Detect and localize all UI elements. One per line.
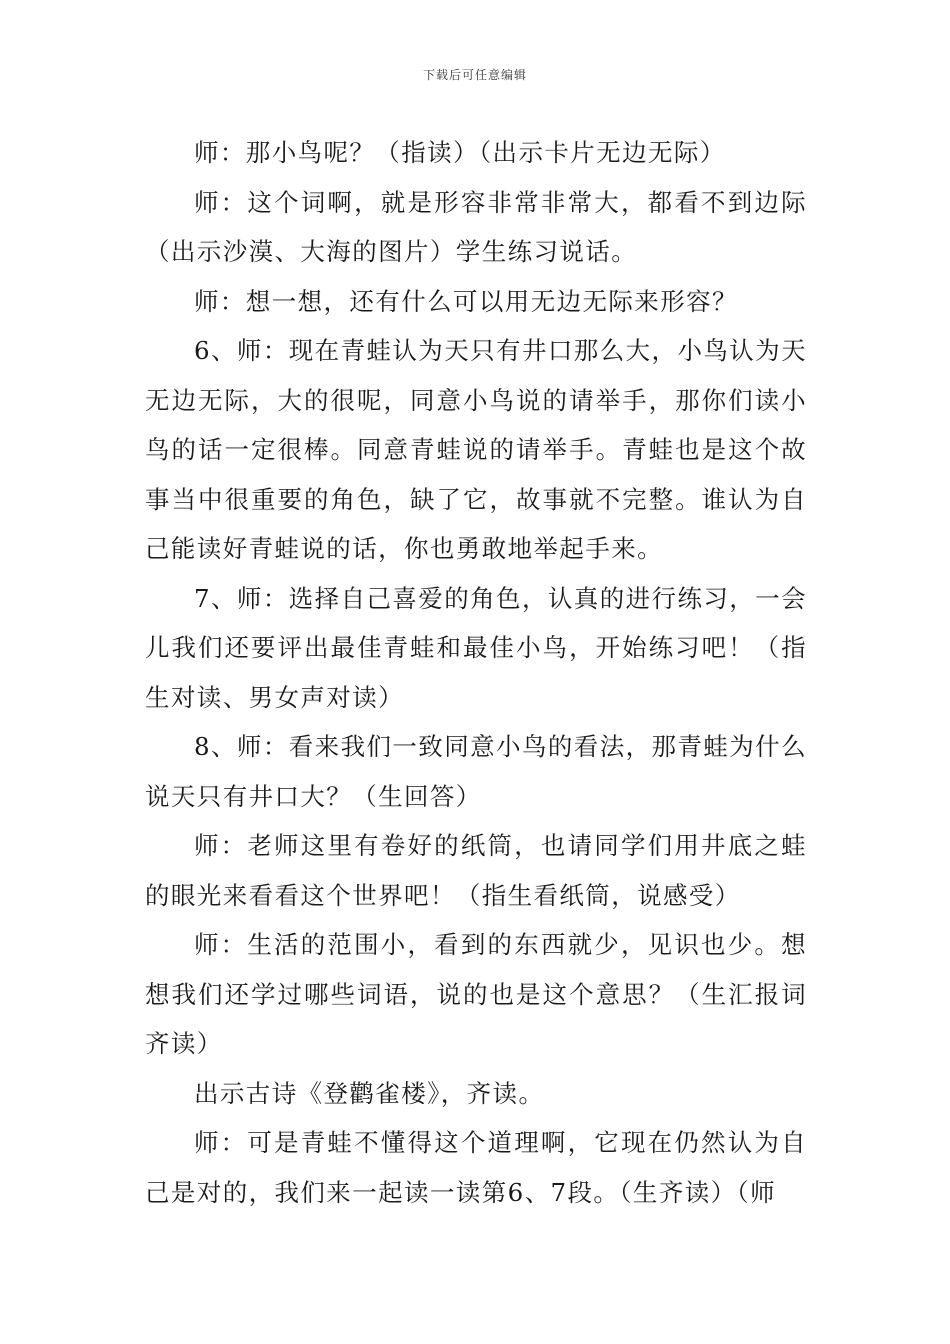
paragraph-5: 7、师：选择自己喜爱的角色，认真的进行练习，一会儿我们还要评出最佳青蛙和最佳小鸟，开始练习吧！（指生对读、男女声对读） <box>145 583 807 712</box>
paragraph-6: 8、师：看来我们一致同意小鸟的看法，那青蛙为什么说天只有井口大？（生回答） <box>145 732 807 811</box>
paragraph-4: 6、师：现在青蛙认为天只有井口那么大，小鸟认为天无边无际，大的很呢，同意小鸟说的请举手，那你们读小鸟的话一定很棒。同意青蛙说的请举手。青蛙也是这个故事当中很重要的角色，缺了它，故事就不完整。谁认为自己能读好青蛙说的话，你也勇敢地举起手来。 <box>145 336 807 563</box>
paragraph-1: 师：那小鸟呢？（指读）（出示卡片无边无际） <box>194 138 726 167</box>
paragraph-9: 出示古诗《登鹳雀楼》，齐读。 <box>194 1078 545 1108</box>
paragraph-7: 师：老师这里有卷好的纸筒，也请同学们用井底之蛙的眼光来看看这个世界吧！（指生看纸筒，说感受） <box>145 831 807 910</box>
paragraph-3: 师：想一想，还有什么可以用无边无际来形容？ <box>194 286 738 316</box>
paragraph-10: 师：可是青蛙不懂得这个道理啊，它现在仍然认为自己是对的，我们来一起读一读第6、7段。（生齐读）（师 <box>145 1128 807 1207</box>
paragraph-2: 师：这个词啊，就是形容非常非常大，都看不到边际（出示沙漠、大海的图片）学生练习说话。 <box>145 187 807 266</box>
document-body <box>145 128 807 1217</box>
paragraph-8: 师：生活的范围小，看到的东西就少，见识也少。想想我们还学过哪些词语，说的也是这个意思？（生汇报词齐读） <box>145 930 807 1058</box>
page-header: 下载后可任意编辑 <box>422 68 527 82</box>
